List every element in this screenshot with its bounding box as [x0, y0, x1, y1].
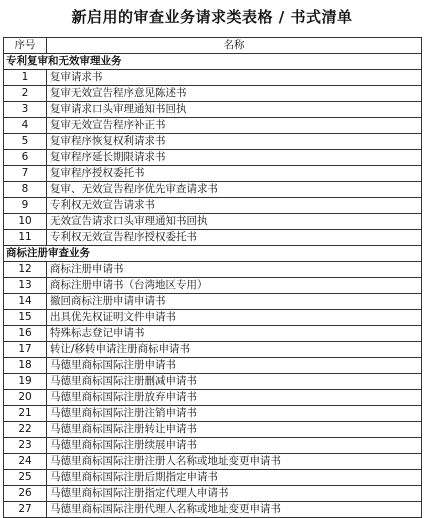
row-form-name: 专利权无效宣告请求书	[47, 198, 422, 214]
row-number: 13	[4, 278, 47, 294]
table-row	[4, 390, 422, 406]
table-row	[4, 438, 422, 454]
row-number: 7	[4, 166, 47, 182]
row-form-name: 马德里商标国际注册注销申请书	[47, 406, 422, 422]
row-number: 6	[4, 150, 47, 166]
row-form-name: 撤回商标注册申请申请书	[47, 294, 422, 310]
row-form-name: 无效宣告请求口头审理通知书回执	[47, 214, 422, 230]
row-number: 16	[4, 326, 47, 342]
table-row	[4, 150, 422, 166]
row-number: 9	[4, 198, 47, 214]
row-form-name: 马德里商标国际注册续展申请书	[47, 438, 422, 454]
row-form-name: 马德里商标国际注册代理人名称或地址变更申请书	[47, 502, 422, 518]
row-number: 20	[4, 390, 47, 406]
row-number: 8	[4, 182, 47, 198]
document-title: 新启用的审查业务请求类表格 / 书式清单	[71, 8, 353, 26]
row-number: 22	[4, 422, 47, 438]
row-form-name: 复审请求口头审理通知书回执	[47, 102, 422, 118]
column-header-name: 名称	[47, 38, 422, 54]
table-body	[4, 54, 422, 518]
table-row	[4, 262, 422, 278]
row-form-name: 马德里商标国际注册指定代理人申请书	[47, 486, 422, 502]
table-row	[4, 134, 422, 150]
row-form-name: 复审、无效宣告程序优先审查请求书	[47, 182, 422, 198]
row-number: 10	[4, 214, 47, 230]
table-row	[4, 358, 422, 374]
table-row	[4, 502, 422, 518]
column-header-number: 序号	[4, 38, 47, 54]
row-number: 2	[4, 86, 47, 102]
section-header-row	[4, 54, 422, 70]
row-number: 21	[4, 406, 47, 422]
row-number: 18	[4, 358, 47, 374]
table-row	[4, 294, 422, 310]
row-number: 11	[4, 230, 47, 246]
row-form-name: 复审请求书	[47, 70, 422, 86]
row-number: 19	[4, 374, 47, 390]
row-form-name: 专利权无效宣告程序授权委托书	[47, 230, 422, 246]
row-number: 17	[4, 342, 47, 358]
row-number: 1	[4, 70, 47, 86]
row-number: 3	[4, 102, 47, 118]
row-form-name: 马德里商标国际注册申请书	[47, 358, 422, 374]
row-number: 5	[4, 134, 47, 150]
table-row	[4, 374, 422, 390]
row-form-name: 马德里商标国际注册放弃申请书	[47, 390, 422, 406]
table-row	[4, 342, 422, 358]
table-row	[4, 470, 422, 486]
row-number: 25	[4, 470, 47, 486]
row-form-name: 马德里商标国际注册转让申请书	[47, 422, 422, 438]
table-row	[4, 326, 422, 342]
row-form-name: 复审无效宣告程序补正书	[47, 118, 422, 134]
row-number: 26	[4, 486, 47, 502]
section-title: 商标注册审查业务	[4, 246, 422, 262]
table-row	[4, 86, 422, 102]
table-row	[4, 118, 422, 134]
row-form-name: 复审程序授权委托书	[47, 166, 422, 182]
table-row	[4, 102, 422, 118]
row-form-name: 复审无效宣告程序意见陈述书	[47, 86, 422, 102]
table-row	[4, 406, 422, 422]
table-row	[4, 310, 422, 326]
row-number: 15	[4, 310, 47, 326]
row-form-name: 特殊标志登记申请书	[47, 326, 422, 342]
row-form-name: 马德里商标国际注册注册人名称或地址变更申请书	[47, 454, 422, 470]
row-form-name: 出具优先权证明文件申请书	[47, 310, 422, 326]
row-form-name: 马德里商标国际注册后期指定申请书	[47, 470, 422, 486]
table-row	[4, 230, 422, 246]
row-number: 12	[4, 262, 47, 278]
table-row	[4, 214, 422, 230]
row-number: 23	[4, 438, 47, 454]
row-number: 4	[4, 118, 47, 134]
section-title: 专利复审和无效审理业务	[4, 54, 422, 70]
row-number: 24	[4, 454, 47, 470]
row-form-name: 转让/移转申请注册商标申请书	[47, 342, 422, 358]
table-row	[4, 454, 422, 470]
table-header-row	[4, 38, 422, 54]
row-form-name: 复审程序恢复权利请求书	[47, 134, 422, 150]
row-form-name: 商标注册申请书（台湾地区专用）	[47, 278, 422, 294]
table-row	[4, 278, 422, 294]
table-row	[4, 198, 422, 214]
table-row	[4, 166, 422, 182]
forms-table	[3, 37, 422, 518]
row-number: 27	[4, 502, 47, 518]
row-form-name: 商标注册申请书	[47, 262, 422, 278]
table-row	[4, 70, 422, 86]
row-form-name: 复审程序延长期限请求书	[47, 150, 422, 166]
row-number: 14	[4, 294, 47, 310]
table-row	[4, 182, 422, 198]
row-form-name: 马德里商标国际注册删减申请书	[47, 374, 422, 390]
table-row	[4, 486, 422, 502]
table-row	[4, 422, 422, 438]
section-header-row	[4, 246, 422, 262]
